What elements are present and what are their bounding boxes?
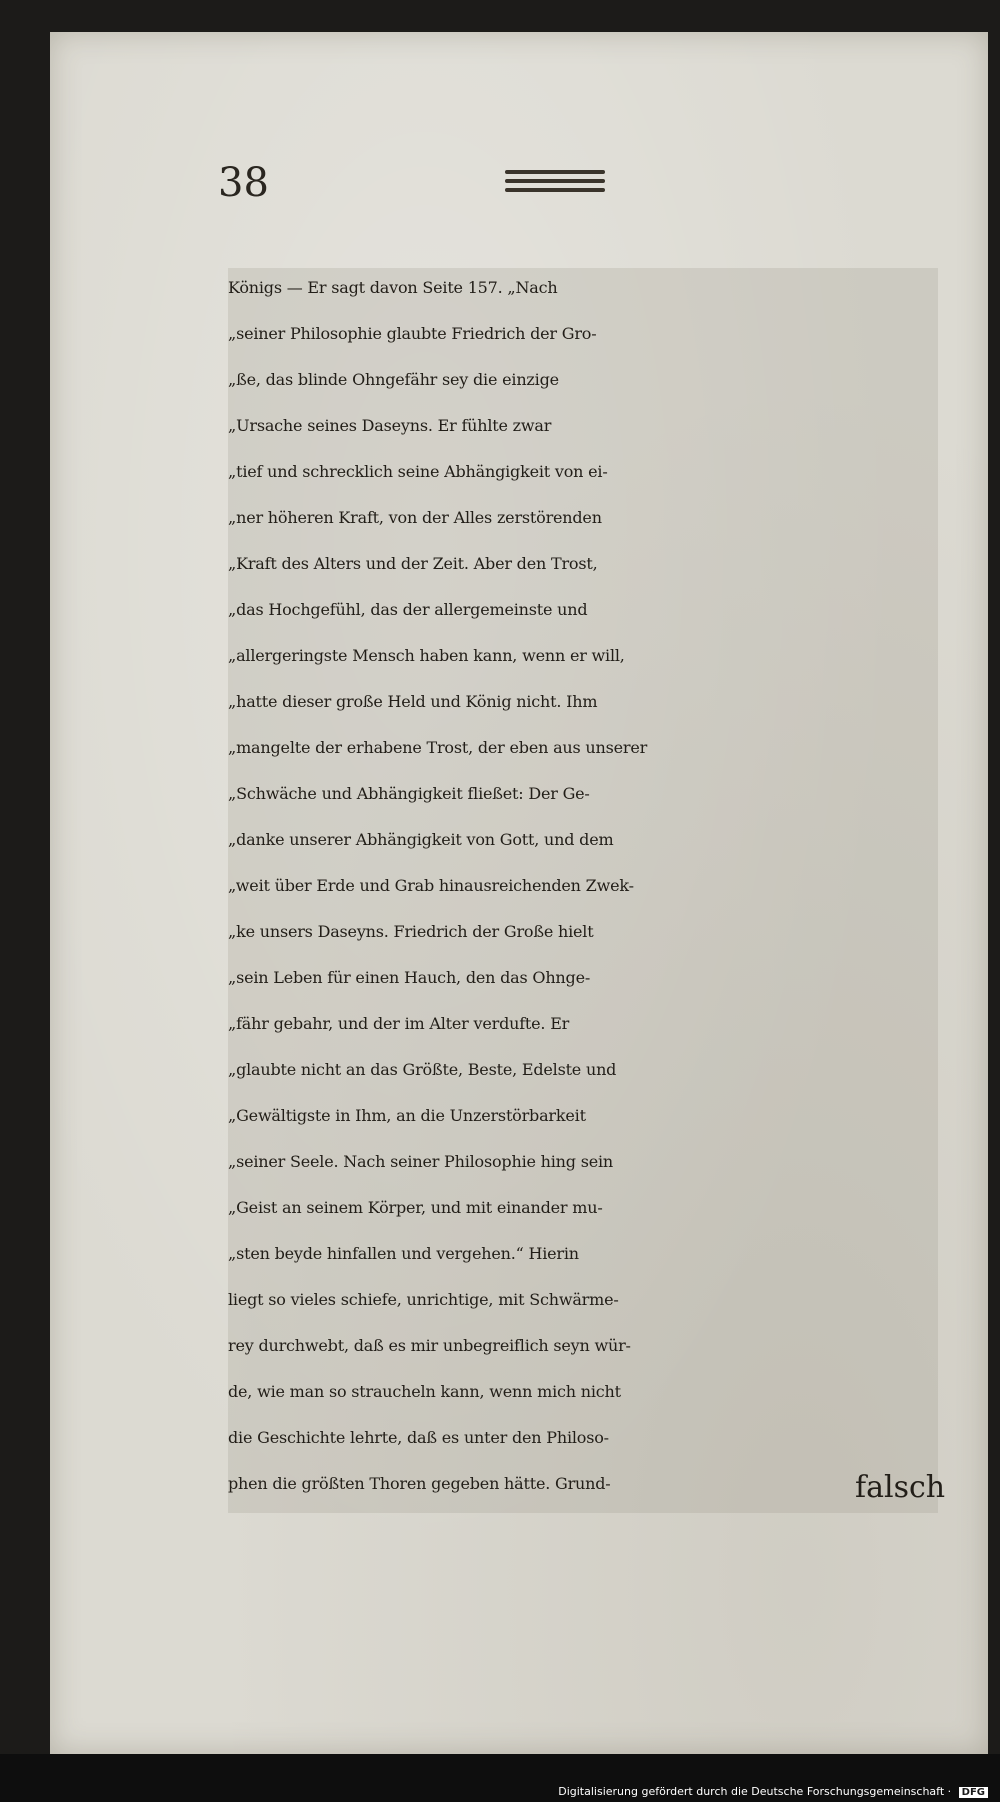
ornament-line-1 xyxy=(505,170,605,174)
text-line: „glaubte nicht an das Größte, Beste, Edelste und xyxy=(228,1060,617,1079)
text-line: de, wie man so straucheln kann, wenn mich nicht xyxy=(228,1382,621,1401)
text-line: Königs — Er sagt davon Seite 157. „Nach xyxy=(228,278,558,297)
text-line: liegt so vieles schiefe, unrichtige, mit Schwärme- xyxy=(228,1290,619,1309)
text-line: die Geschichte lehrte, daß es unter den Philoso- xyxy=(228,1428,609,1447)
text-line: „ner höheren Kraft, von der Alles zerstörenden xyxy=(228,508,602,527)
header-ornament-rule xyxy=(505,170,605,200)
text-line: „sein Leben für einen Hauch, den das Ohnge- xyxy=(228,968,591,987)
text-line: phen die größten Thoren gegeben hätte. Grund- xyxy=(228,1474,611,1493)
dfg-logo: DFG xyxy=(959,1787,988,1798)
text-line: „hatte dieser große Held und König nicht. Ihm xyxy=(228,692,598,711)
text-line: „weit über Erde und Grab hinausreichenden Zwek- xyxy=(228,876,634,895)
text-line: „Kraft des Alters und der Zeit. Aber den Trost, xyxy=(228,554,598,573)
text-line: „seiner Seele. Nach seiner Philosophie hing sein xyxy=(228,1152,614,1171)
text-line: „Gewältigste in Ihm, an die Unzerstörbarkeit xyxy=(228,1106,586,1125)
text-line: „allergeringste Mensch haben kann, wenn er will, xyxy=(228,646,625,665)
credit-text: Digitalisierung gefördert durch die Deutsche Forschungsgemeinschaft · xyxy=(558,1785,952,1798)
text-line: „danke unserer Abhängigkeit von Gott, und dem xyxy=(228,830,614,849)
text-line: „fähr gebahr, und der im Alter verdufte. Er xyxy=(228,1014,570,1033)
text-line: „seiner Philosophie glaubte Friedrich der Gro- xyxy=(228,324,597,343)
text-line: „Ursache seines Daseyns. Er fühlte zwar xyxy=(228,416,552,435)
text-line: „Geist an seinem Körper, und mit einander mu- xyxy=(228,1198,603,1217)
ornament-line-3 xyxy=(505,188,605,192)
text-line: „ße, das blinde Ohngefähr sey die einzige xyxy=(228,370,559,389)
text-line: „das Hochgefühl, das der allergemeinste und xyxy=(228,600,588,619)
text-line: „Schwäche und Abhängigkeit fließet: Der Ge- xyxy=(228,784,590,803)
digitization-credit xyxy=(558,1785,988,1798)
text-line: „ke unsers Daseyns. Friedrich der Große hielt xyxy=(228,922,594,941)
text-line: „sten beyde hinfallen und vergehen.“ Hierin xyxy=(228,1244,579,1263)
catchword: falsch xyxy=(855,1470,946,1505)
page-number: 38 xyxy=(218,160,269,206)
ornament-line-2 xyxy=(505,179,605,183)
text-line: „mangelte der erhabene Trost, der eben aus unserer xyxy=(228,738,648,757)
body-text-block xyxy=(228,268,938,1513)
text-line: „tief und schrecklich seine Abhängigkeit von ei- xyxy=(228,462,608,481)
text-line: rey durchwebt, daß es mir unbegreiflich seyn wür- xyxy=(228,1336,631,1355)
